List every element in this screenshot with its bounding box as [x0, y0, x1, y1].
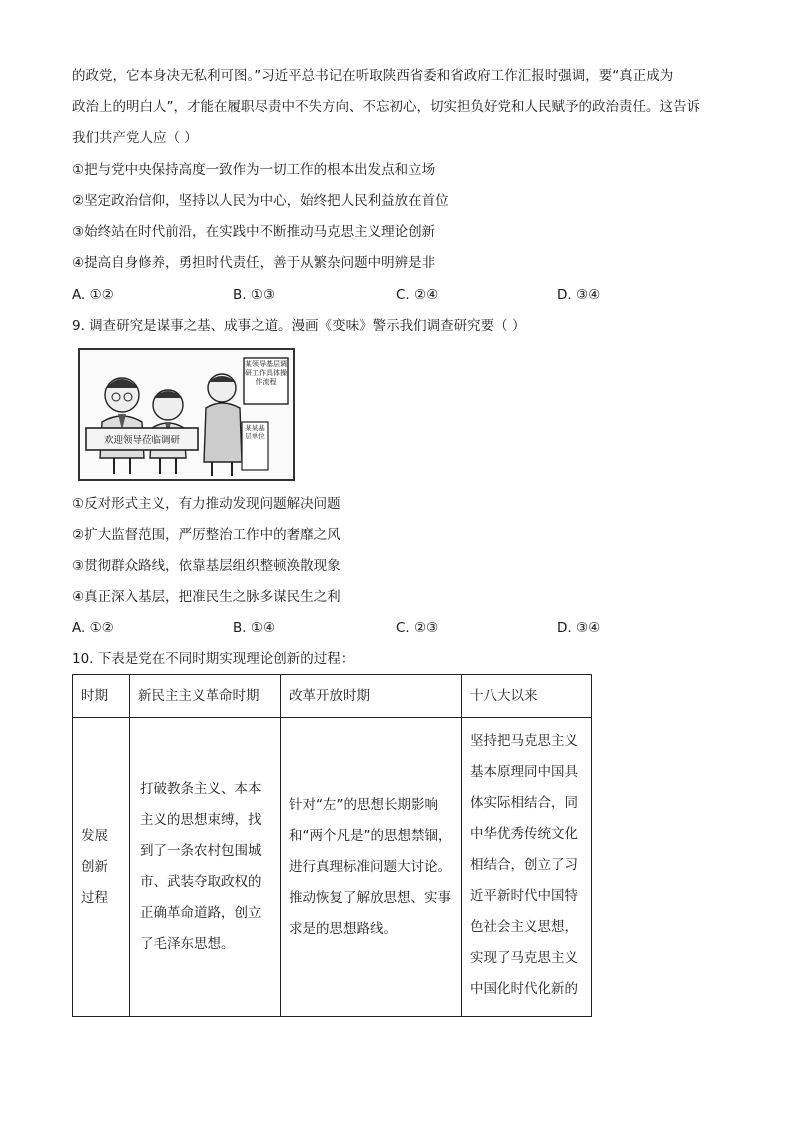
q8-option-d[interactable]: D. ③④ — [557, 287, 601, 303]
intro-line-3: 我们共产党人应（ ） — [72, 130, 198, 146]
table-cell-since-18th: 坚持把马克思主义基本原理同中国具体实际相结合，同中华优秀传统文化相结合，创立了习近平新时代中国特色社会主义思想，实现了马克思主义中国化时代化新的 — [462, 718, 592, 1017]
cartoon-figure-left — [100, 378, 144, 474]
table-cell-revolution: 打破教条主义、本本主义的思想束缚，找到了一条农村包围城市、武装夺取政权的正确革命道路，创立了毛泽东思想。 — [130, 718, 281, 1017]
q9-option-a[interactable]: A. ①② — [72, 620, 114, 636]
cartoon-sign-text: 某领导基层调研工作具体操作流程 — [245, 360, 287, 386]
q9-statement-2: ②扩大监督范围，严厉整治工作中的奢靡之风 — [72, 527, 341, 543]
table-header-reform: 改革开放时期 — [281, 675, 462, 718]
q10-question: 10. 下表是党在不同时期实现理论创新的过程： — [72, 651, 355, 667]
cartoon-figure-right — [204, 374, 242, 476]
intro-line-2: 政治上的明白人”，才能在履职尽责中不失方向、不忘初心，切实担负好党和人民赋予的政治责任。这告诉 — [72, 99, 700, 115]
table-header-revolution: 新民主主义革命时期 — [130, 675, 281, 718]
table-header-period: 时期 — [73, 675, 130, 718]
cartoon-banner-text: 欢迎领导莅临调研 — [103, 435, 181, 446]
cartoon-drawing — [80, 350, 293, 479]
q8-statement-3: ③始终站在时代前沿，在实践中不断推动马克思主义理论创新 — [72, 224, 436, 240]
q9-cartoon — [78, 348, 295, 481]
q8-option-c[interactable]: C. ②④ — [396, 287, 439, 303]
table-cell-reform: 针对“左”的思想长期影响和“两个凡是”的思想禁锢，进行真理标准问题大讨论。推动恢复了解放思想、实事求是的思想路线。 — [281, 718, 462, 1017]
cartoon-badge-text: 某某基层单位 — [245, 424, 265, 440]
table-header-since-18th: 十八大以来 — [462, 675, 592, 718]
q8-statement-4: ④提高自身修养，勇担时代责任，善于从繁杂问题中明辨是非 — [72, 255, 436, 271]
q8-statement-1: ①把与党中央保持高度一致作为一切工作的根本出发点和立场 — [72, 162, 436, 178]
q9-option-d[interactable]: D. ③④ — [557, 620, 601, 636]
q9-statement-3: ③贯彻群众路线，依靠基层组织整顿涣散现象 — [72, 558, 341, 574]
q9-option-b[interactable]: B. ①④ — [233, 620, 276, 636]
q9-option-c[interactable]: C. ②③ — [396, 620, 439, 636]
q9-question: 9. 调查研究是谋事之基、成事之道。漫画《变味》警示我们调查研究要（ ） — [72, 318, 526, 334]
table-row — [73, 718, 592, 1017]
q9-statement-4: ④真正深入基层，把准民生之脉多谋民生之利 — [72, 589, 341, 605]
intro-line-1: 的政党，它本身决无私利可图。”习近平总书记在听取陕西省委和省政府工作汇报时强调，要“真正成为 — [72, 68, 674, 84]
q10-table — [72, 674, 592, 1017]
q9-statement-1: ①反对形式主义，有力推动发现问题解决问题 — [72, 496, 341, 512]
q8-option-b[interactable]: B. ①③ — [233, 287, 276, 303]
table-row-label: 发展创新过程 — [73, 718, 130, 1017]
table-header-row — [73, 675, 592, 718]
q8-option-a[interactable]: A. ①② — [72, 287, 114, 303]
q8-statement-2: ②坚定政治信仰，坚持以人民为中心，始终把人民利益放在首位 — [72, 193, 449, 209]
